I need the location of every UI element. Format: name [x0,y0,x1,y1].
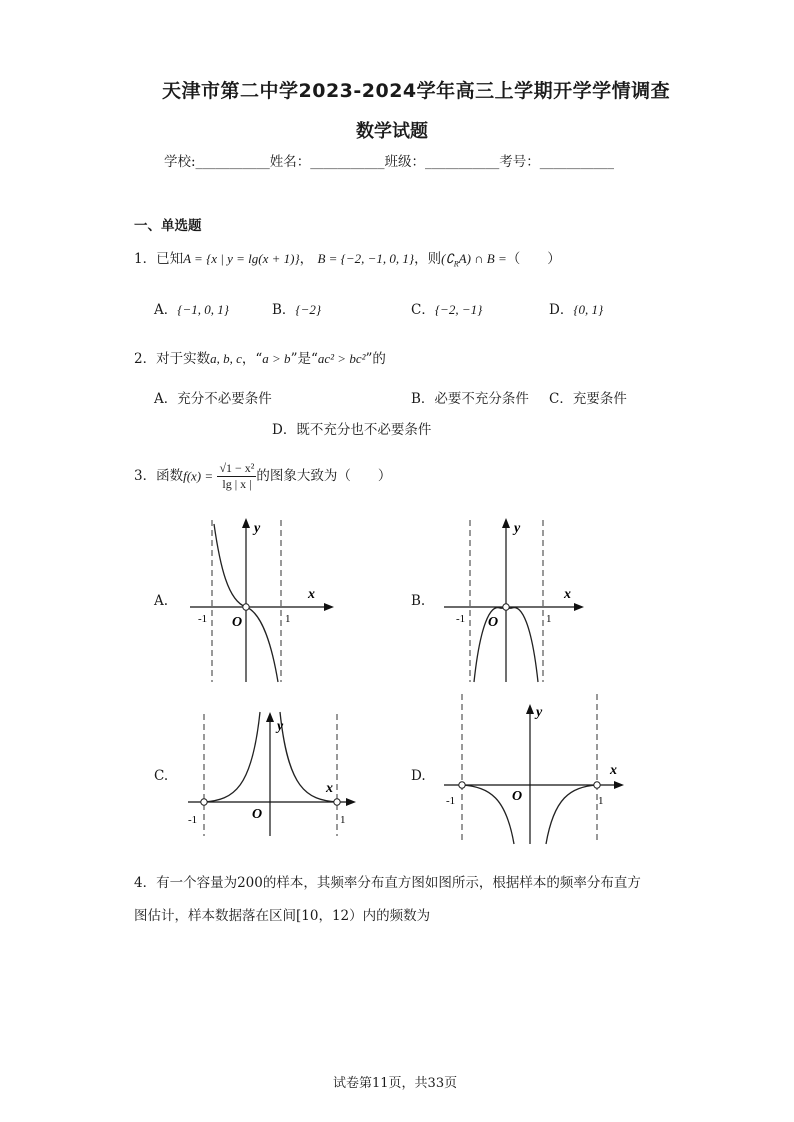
q3-option-d[interactable]: D. [411,768,426,784]
q2-option-b[interactable]: B．必要不充分条件 [411,391,529,407]
page-subtitle: 数学试题 [356,121,428,142]
svg-text:y: y [277,719,284,734]
question-number: 4． [134,875,157,891]
svg-text:O: O [252,807,263,822]
function-name: f(x) = [183,468,214,484]
question-text: 已知 [156,251,184,267]
answer-paren: （ ） [506,251,561,267]
page-footer: 试卷第11页，共33页 [333,1076,458,1091]
q1-option-c[interactable]: C．{−2, −1} [411,302,483,318]
svg-text:-1: -1 [198,613,208,625]
q1-option-d[interactable]: D．{0, 1} [549,302,604,318]
section-heading: 一、单选题 [134,218,202,234]
q3-option-b[interactable]: B. [411,593,426,609]
function-fraction: $\frac{\text{√1 − x²}}{\lg | x |}$ [219,461,255,491]
svg-text:O: O [512,789,523,804]
svg-text:y: y [536,705,543,720]
q3-option-c[interactable]: C. [154,768,169,784]
svg-text:O: O [488,615,499,630]
q1-option-a[interactable]: A．{−1, 0, 1} [154,302,229,318]
set-b: B = {−2, −1, 0, 1} [317,251,415,266]
svg-text:O: O [232,615,243,630]
graph-b [440,516,596,686]
question-number: 3． [134,468,157,484]
question-text: 有一个容量为200的样本，其频率分布直方图如图所示，根据样本的频率分布直方 [156,875,641,891]
question-3: 3．函数f(x) = $\frac{\text{√1 − x²}}{\lg | x |}$ 的图象大致为（ ） [134,461,392,491]
svg-text:x: x [326,781,333,796]
question-2: 2．对于实数a, b, c，“a > b”是“ac² > bc²”的 [134,351,386,367]
svg-text:1: 1 [285,613,291,625]
question-number: 1． [134,251,157,267]
q3-option-a[interactable]: A. [154,593,169,609]
student-info-line: 学校:___________姓名：___________班级：___________考号：___________ [164,154,615,170]
question-text: ，则 [414,251,442,267]
svg-text:-1: -1 [446,795,456,807]
question-4 [134,871,641,891]
question-4-line-2: 图估计，样本数据落在区间[10，12）内的频数为 [134,908,431,924]
question-1 [134,247,561,269]
svg-text:-1: -1 [188,814,198,826]
set-a: A = {x | y = lg(x + 1)} [183,251,300,266]
svg-text:x: x [564,587,571,602]
graph-a [186,516,342,686]
graph-c [184,708,364,848]
complement-expr: $(∁_RA)$ ∩ B = [441,251,507,269]
svg-text:x: x [308,587,315,602]
q2-option-c[interactable]: C．充要条件 [549,391,627,407]
svg-text:x: x [610,763,617,778]
svg-text:-1: -1 [456,613,466,625]
q1-option-b[interactable]: B．{−2} [272,302,322,318]
svg-text:y: y [254,521,261,536]
svg-text:1: 1 [546,613,552,625]
svg-text:1: 1 [598,795,604,807]
question-text: ， [299,251,314,267]
q2-option-d[interactable]: D．既不充分也不必要条件 [272,422,432,438]
svg-text:1: 1 [340,814,346,826]
svg-text:y: y [514,521,521,536]
q2-option-a[interactable]: A．充分不必要条件 [154,391,272,407]
graph-d [440,690,636,850]
page-title: 天津市第二中学2023-2024学年高三上学期开学学情调查 [162,80,671,102]
question-number: 2． [134,351,157,367]
